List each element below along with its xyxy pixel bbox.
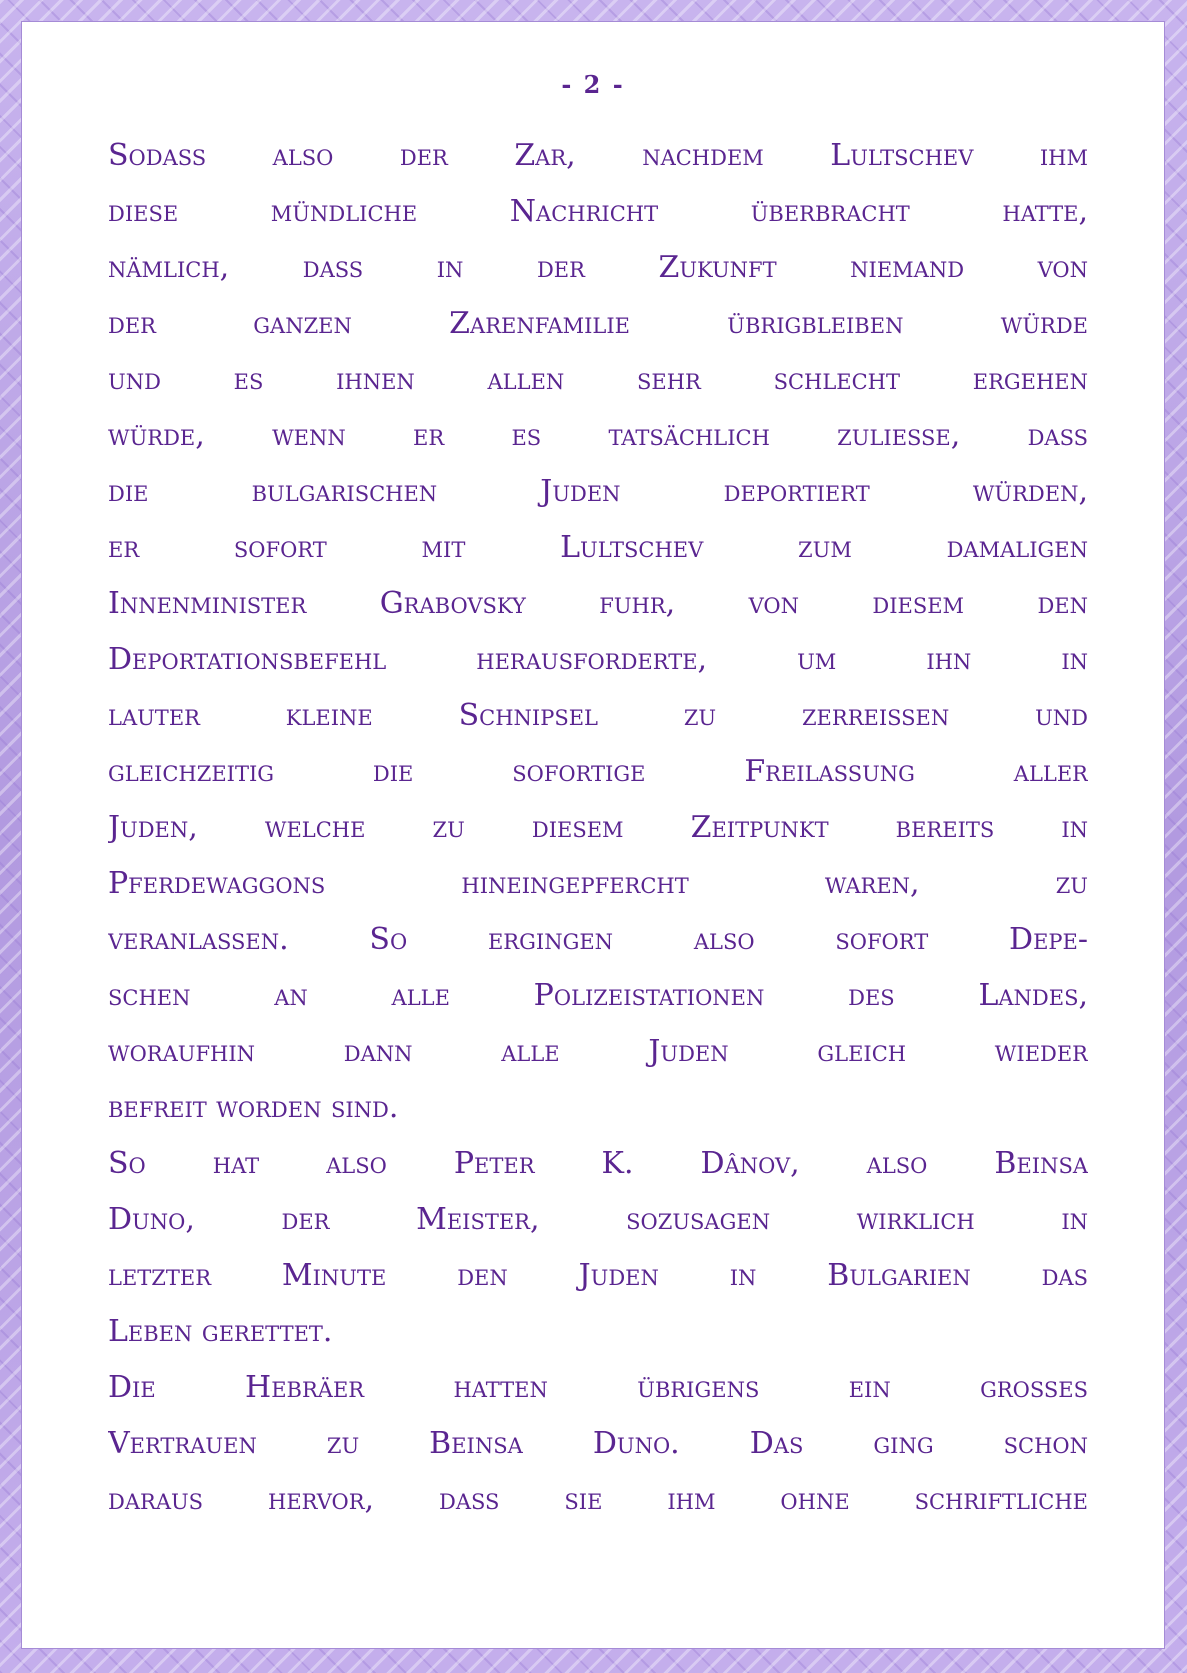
text-line: nämlich, dass in der Zukunft niemand von [108,250,1088,285]
text-line: der ganzen Zarenfamilie übrigbleiben würde [108,306,1088,341]
text-line: So hat also Peter K. Dânov, also Beinsa [108,1146,1088,1181]
text-line: letzter Minute den Juden in Bulgarien das [108,1258,1088,1293]
text-line: Pferdewaggons hineingepfercht waren, zu [108,866,1088,901]
text-line: er sofort mit Lultschev zum damaligen [108,530,1088,565]
text-line: diese mündliche Nachricht überbracht hatte, [108,194,1088,229]
text-line: daraus hervor, dass sie ihm ohne schriftliche [108,1482,1088,1517]
text-line: gleichzeitig die sofortige Freilassung aller [108,754,1088,789]
document-page [22,22,1164,1648]
text-line: Innenminister Grabovsky fuhr, von diesem den [108,586,1088,621]
text-line: die bulgarischen Juden deportiert würden, [108,474,1088,509]
text-line: Leben gerettet. [108,1314,333,1349]
text-line: woraufhin dann alle Juden gleich wieder [108,1034,1088,1069]
text-line: Juden, welche zu diesem Zeitpunkt bereits in [108,810,1088,845]
body-text [108,128,1088,1528]
text-line: Vertrauen zu Beinsa Duno. Das ging schon [108,1426,1088,1461]
text-line: Die Hebräer hatten übrigens ein grosses [108,1370,1088,1405]
text-line: würde, wenn er es tatsächlich zuliesse, dass [108,418,1088,453]
text-line: Duno, der Meister, sozusagen wirklich in [108,1202,1088,1237]
text-line: Deportationsbefehl herausforderte, um ihn in [108,642,1088,677]
text-line: lauter kleine Schnipsel zu zerreissen und [108,698,1088,733]
text-line: Sodass also der Zar, nachdem Lultschev ihm [108,138,1088,173]
text-line: schen an alle Polizeistationen des Landes, [108,978,1088,1013]
text-line: veranlassen. So ergingen also sofort Depe- [108,922,1088,957]
text-line: befreit worden sind. [108,1090,399,1125]
page-number: - 2 - [561,70,625,99]
text-line: und es ihnen allen sehr schlecht ergehen [108,362,1088,397]
